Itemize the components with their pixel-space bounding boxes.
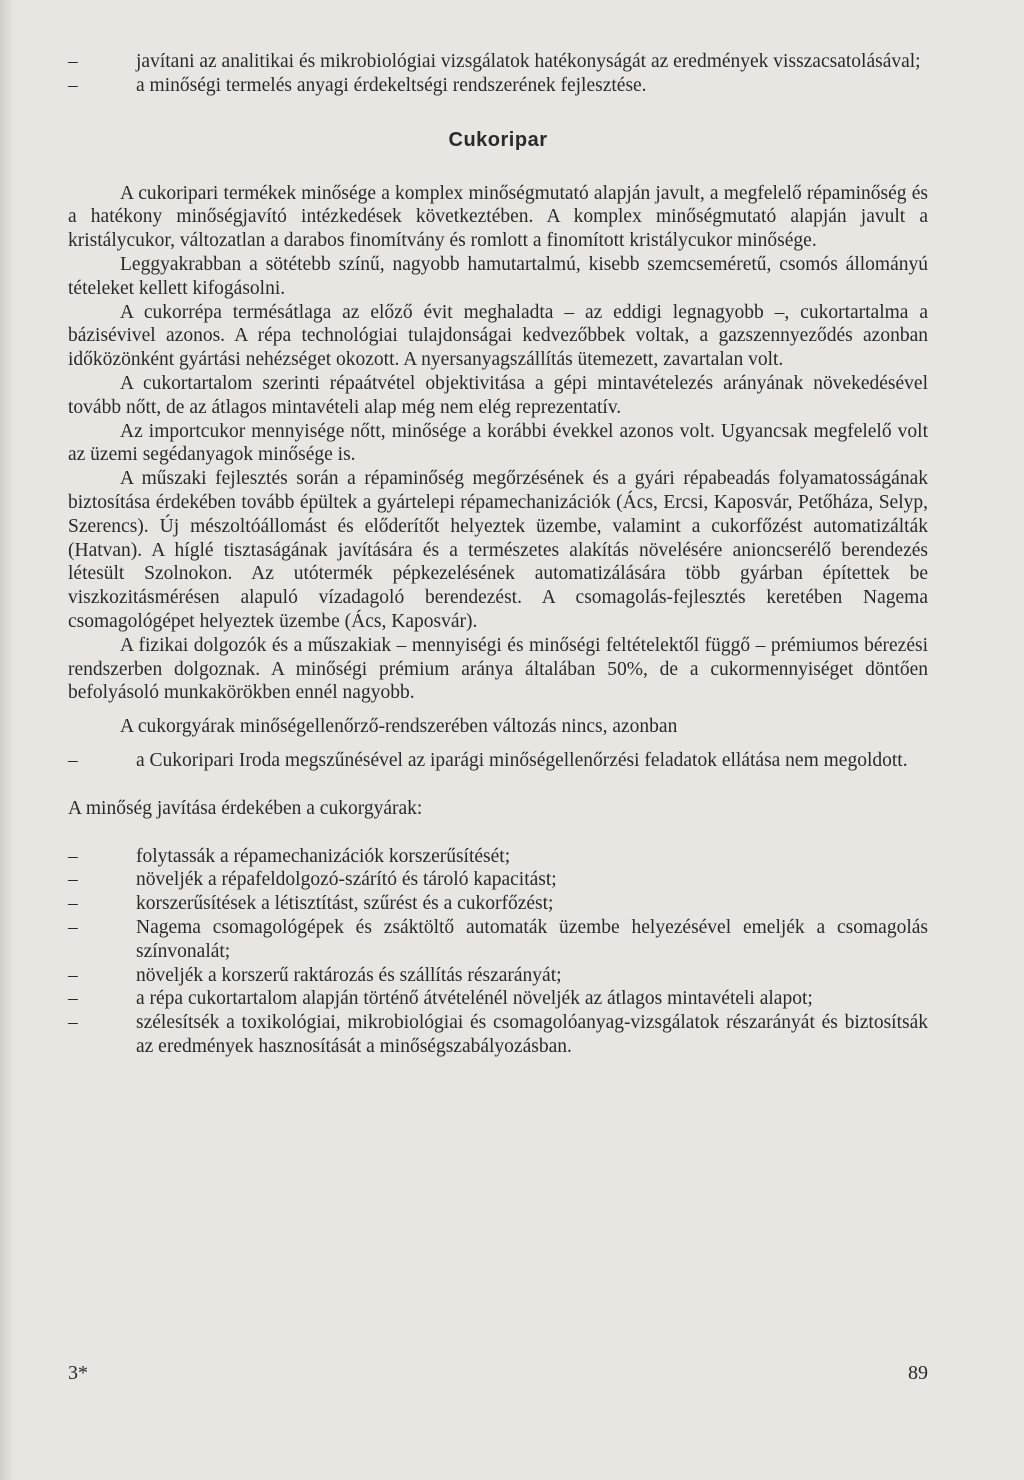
list-item: – a Cukoripari Iroda megszűnésével az iparági minőségellenőrzési feladatok ellátása nem megoldott. [68,749,908,771]
top-list [68,50,928,98]
page-footer [68,1362,928,1385]
paragraph: A cukorrépa termésátlaga az előző évit meghaladta – az eddigi legnagyobb –, cukortartalma a bázisévivel azonos. A répa technológiai tulajdonságai kedvezőbbek voltak, a gazszennyeződés azonban időközönként gyártási nehézséget okozott. A nyersanyagszállítás ütemezett, zavartalan volt. [68,301,928,371]
paragraph: A fizikai dolgozók és a műszakiak – mennyiségi és minőségi feltételektől függő – prémiumos bérezési rendszerben dolgoznak. A minőségi prémium aránya általában 50%, de a cukormennyiséget döntően befolyásoló munkakörökben ennél nagyobb. [68,634,928,704]
list-item: – folytassák a répamechanizációk korszerűsítését; [68,845,511,867]
paragraph: Az importcukor mennyisége nőtt, minősége a korábbi évekkel azonos volt. Ugyancsak megfelelő volt az üzemi segédanyagok minősége is. [68,420,928,466]
list-item: – a répa cukortartalom alapján történő átvételénél növeljék az átlagos mintavételi alapot; [68,988,813,1010]
page-fold-shadow [0,0,14,1480]
list-item: – növeljék a korszerű raktározás és szállítás részarányát; [68,964,562,986]
list-item: – szélesítsék a toxikológiai, mikrobiológiai és csomagolóanyag-vizsgálatok részarányát és biztosítsák az eredmények hasznosítását a minőségszabályozásban. [68,1012,928,1057]
paragraph: A műszaki fejlesztés során a répaminőség megőrzésének és a gyári répabeadás folyamatosságának biztosítása érdekében tovább épültek a gyártelepi répamechanizációk (Ács, Ercsi, Kaposvár, Petőháza, Selyp, Szerencs). Új mészoltóállomást és előderítőt helyeztek üzembe, valamint a cukorfőzést automatizálták (Hatvan). A híglé tisztaságának javítására és a természetes alakítás növelésére anioncserélő berendezés létesült Szolnokon. Az utótermék pépkezelésének automatizálására több gyárban építettek be viszkozitásmérésen alapuló vízadagoló berendezést. A csomagolás-fejlesztés keretében Nagema csomagológépet helyeztek üzembe (Ács, Kaposvár). [68,468,928,632]
list-item: – korszerűsítések a létisztítást, szűrést és a cukorfőzést; [68,893,554,915]
list-item: – javítani az analitikai és mikrobiológiai vizsgálatok hatékonyságát az eredmények visszacsatolásával; [68,51,921,72]
page-number: 89 [908,1362,928,1384]
list-item: – növeljék a répafeldolgozó-szárító és tároló kapacitást; [68,869,557,891]
list-item: – a minőségi termelés anyagi érdekeltségi rendszerének fejlesztése. [68,74,647,96]
signature-mark: 3* [68,1362,88,1384]
section-title: Cukoripar [448,128,548,151]
recommendation-list [68,845,928,1059]
paragraph: Leggyakrabban a sötétebb színű, nagyobb hamutartalmú, kisebb szemcseméretű, csomós állományú tételeket kellett kifogásolni. [68,253,928,299]
paragraph: A cukortartalom szerinti répaátvétel objektivitása a gépi mintavételezés arányának növekedésével tovább nőtt, de az átlagos mintavételi alap még nem elég reprezentatív. [68,372,928,418]
paragraph: A cukorgyárak minőségellenőrző-rendszerében változás nincs, azonban [120,716,678,738]
paragraph: A minőség javítása érdekében a cukorgyárak: [68,797,423,819]
list-item: – Nagema csomagológépek és zsáktöltő automaták üzembe helyezésével emeljék a csomagolás színvonalát; [68,916,928,962]
paragraph: A cukoripari termékek minősége a komplex minőségmutató alapján javult, a megfelelő répaminőség és a hatékony minőségjavító intézkedések következtében. A komplex minőségmutató alapján javult a kristálycukor, változatlan a darabos finomítvány és romlott a finomított kristálycukor minősége. [68,182,928,252]
